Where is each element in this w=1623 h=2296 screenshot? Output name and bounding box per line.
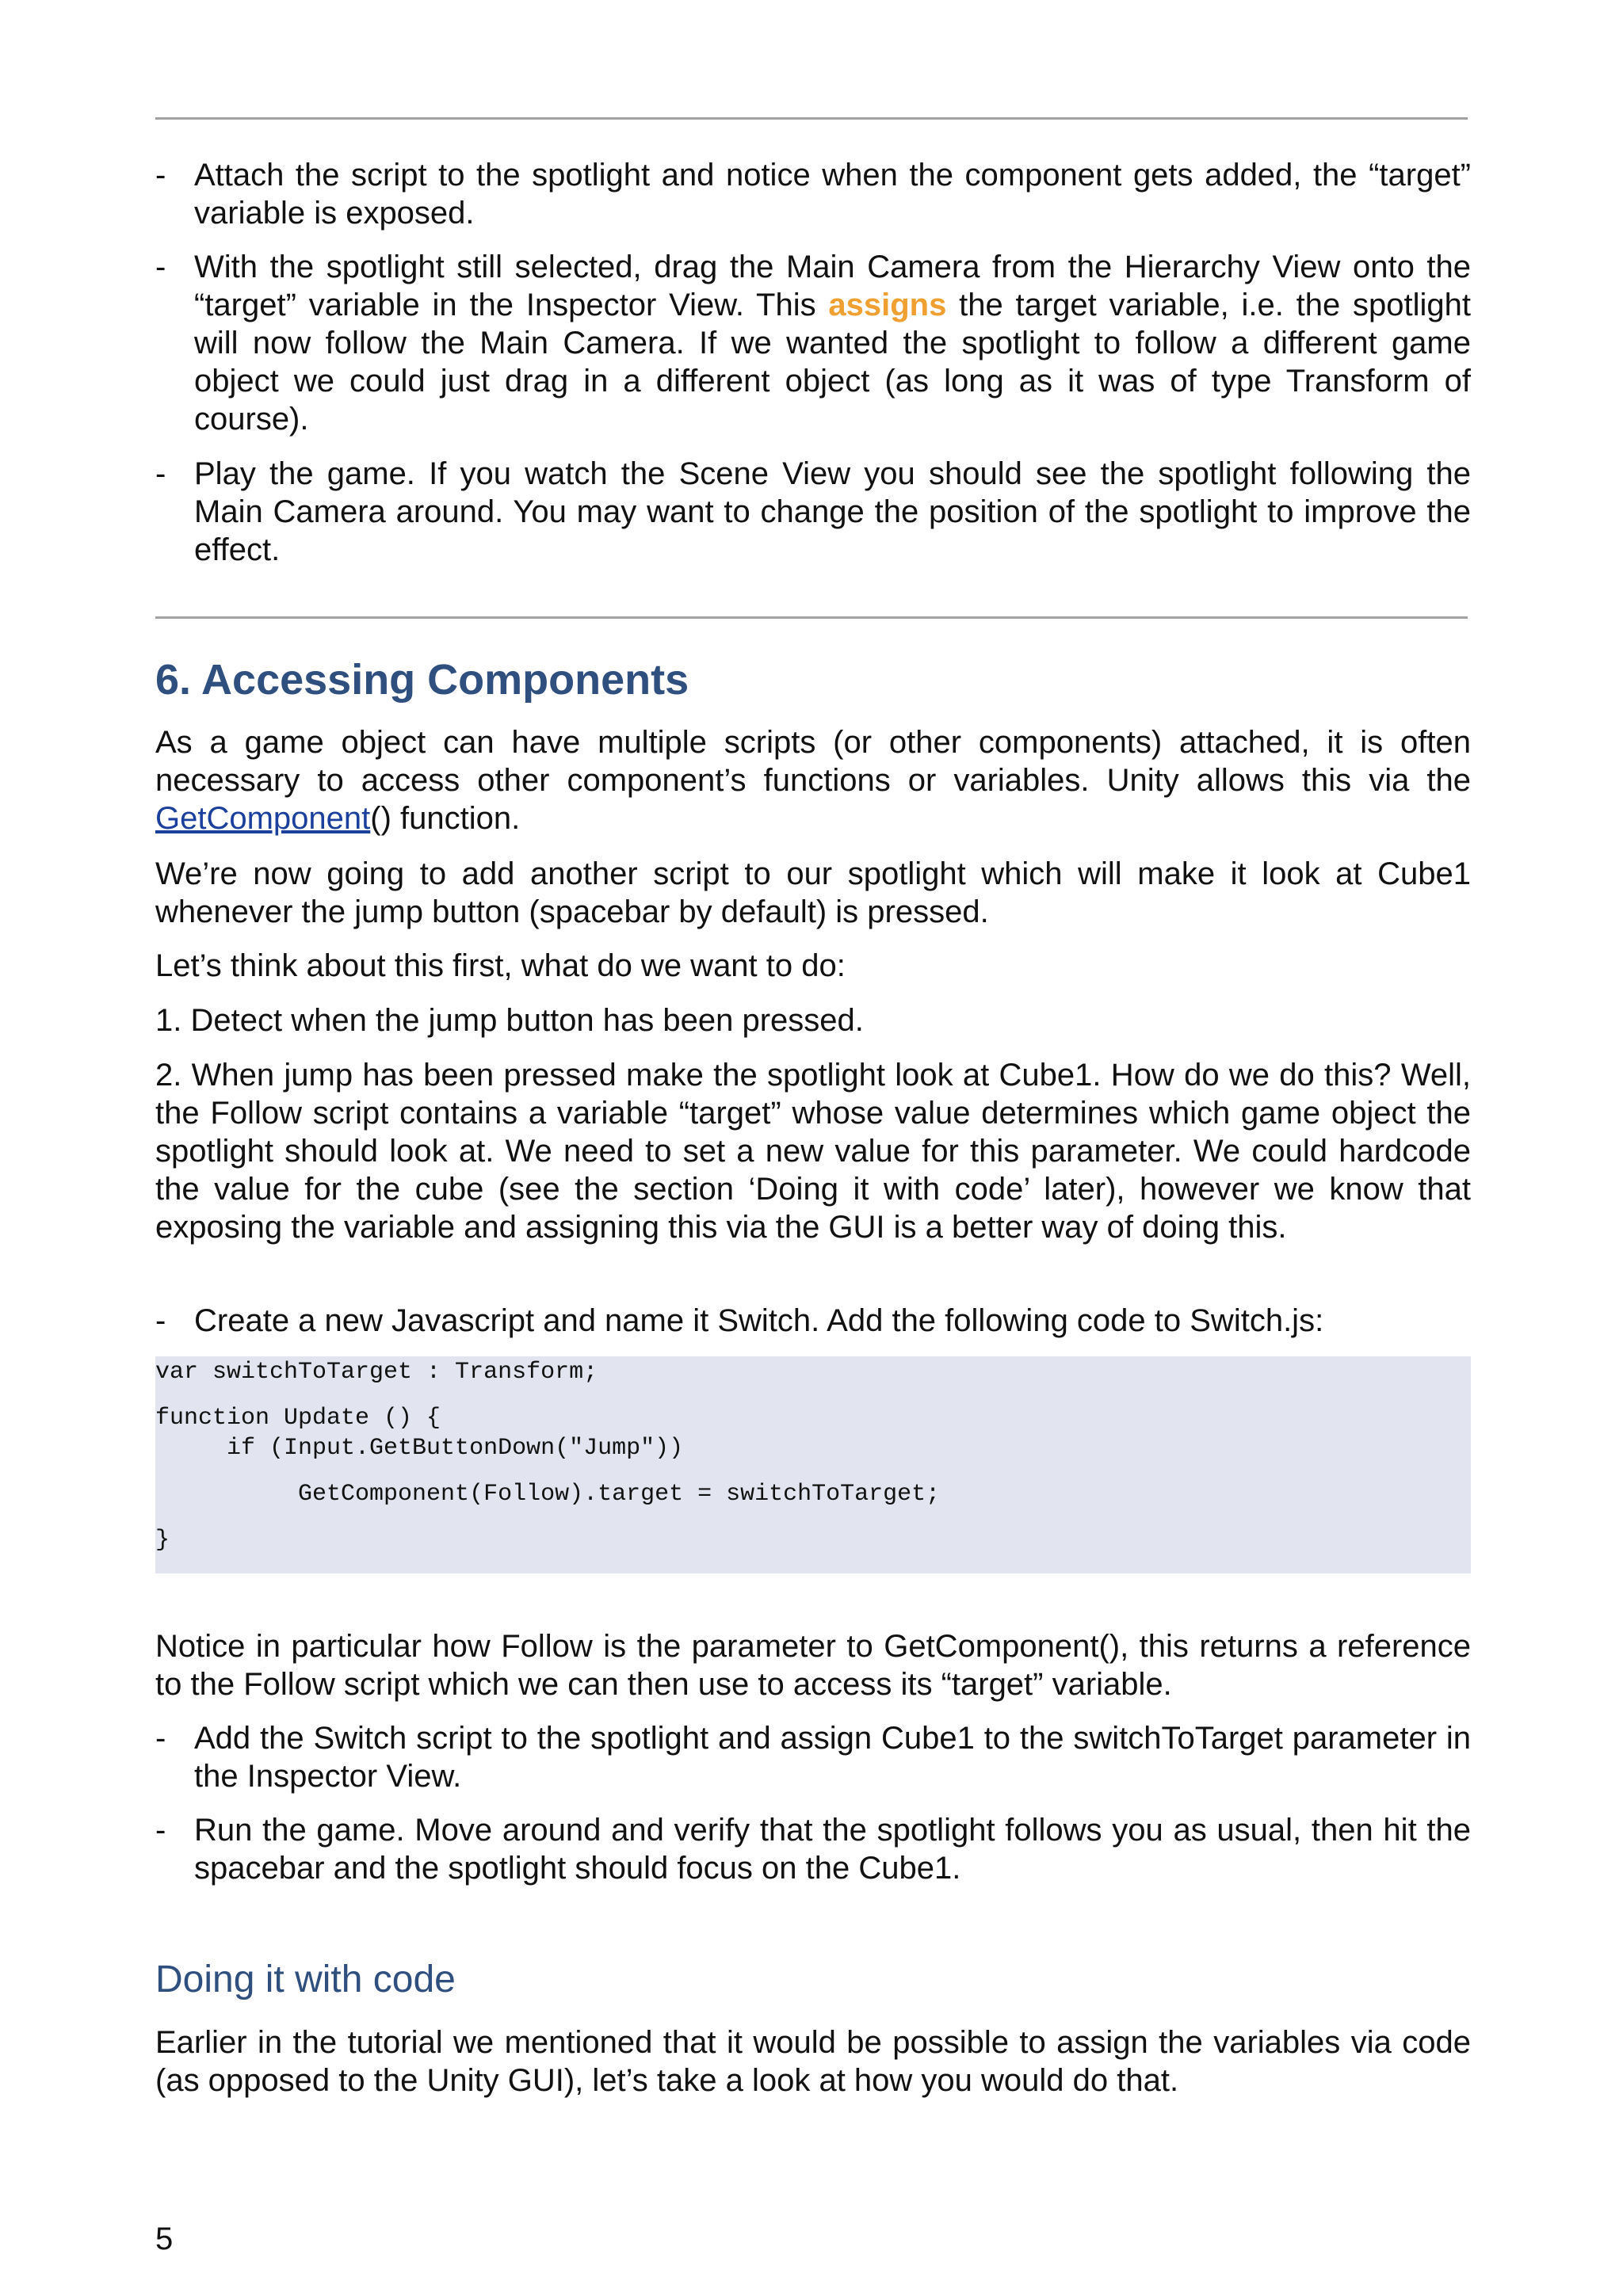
section-divider (155, 616, 1468, 619)
bullet-text: Add the Switch script to the spotlight and assign Cube1 to the switchToTarget parameter in the Inspector View. (194, 1721, 1471, 1794)
list-item (155, 1811, 1471, 1887)
list-item (155, 156, 1471, 232)
paragraph: We’re now going to add another script to our spotlight which will make it look at Cube1 whenever the jump button (spacebar by default) is pressed. (155, 856, 1471, 929)
code-line: GetComponent(Follow).target = switchToTarget; (155, 1481, 941, 1508)
step-item: 1. Detect when the jump button has been pressed. (155, 1003, 864, 1038)
bullet-text: Play the game. If you watch the Scene View you should see the spotlight following the Main Camera around. You may want to change the position of the spotlight to improve the effect. (194, 456, 1471, 567)
bullet-text-pre: With the spotlight still selected, drag the Main Camera from the Hierarchy View onto the “target” variable in the Inspector View. This (194, 250, 1471, 322)
code-line: var switchToTarget : Transform; (155, 1359, 598, 1386)
bullet-text-post: the target variable, i.e. the spotlight will now follow the Main Camera. If we wanted the spotlight to follow a different game object we could just drag in a different object (as long as it was of type Transform of course). (194, 288, 1472, 437)
list-item (155, 455, 1471, 569)
section-title: 6. Accessing Components (155, 656, 689, 704)
list-item (155, 248, 1471, 438)
subsection-title: Doing it with code (155, 1958, 456, 2000)
step-item: 2. When jump has been pressed make the spotlight look at Cube1. How do we do this? Well, the Follow script contains a variable “target” whose value determines which game object the spotlight should look at. We need to set a new value for this parameter. We could hardcode the value for the cube (see the section ‘Doing it with code’ later), however we know that exposing the variable and assigning this via the GUI is a better way of doing this. (155, 1058, 1471, 1245)
code-line: } (155, 1527, 170, 1554)
list-item (155, 1719, 1471, 1795)
paragraph: Earlier in the tutorial we mentioned that it would be possible to assign the variables via code (as opposed to the Unity GUI), let’s take a look at how you would do that. (155, 2025, 1471, 2098)
bullet-dash: - (155, 456, 166, 491)
intro-text-end: () function. (370, 801, 521, 836)
code-line: function Update () { (155, 1405, 441, 1432)
bullet-dash: - (155, 1721, 166, 1756)
bullet-text: Create a new Javascript and name it Switch. Add the following code to Switch.js: (194, 1303, 1324, 1338)
getcomponent-link[interactable]: GetComponent (155, 801, 371, 836)
highlight-term: assigns (828, 288, 947, 322)
bullet-dash: - (155, 250, 166, 284)
paragraph: Notice in particular how Follow is the parameter to GetComponent(), this returns a reference to the Follow script which we can then use to access its “target” variable. (155, 1629, 1471, 1702)
code-line: if (Input.GetButtonDown("Jump")) (155, 1435, 684, 1462)
bullet-text: Run the game. Move around and verify that the spotlight follows you as usual, then hit the spacebar and the spotlight should focus on the Cube1. (194, 1813, 1471, 1886)
intro-text: As a game object can have multiple scripts (or other components) attached, it is often necessary to access other component’s functions or variables. Unity allows this via the (155, 725, 1471, 798)
bullet-dash: - (155, 1813, 166, 1848)
top-divider (155, 117, 1468, 120)
paragraph: Let’s think about this first, what do we want to do: (155, 948, 846, 983)
bullet-dash: - (155, 158, 166, 193)
bullet-text (194, 248, 1471, 438)
code-block (155, 1356, 1471, 1573)
bullet-dash: - (155, 1303, 166, 1338)
page-number: 5 (155, 2222, 174, 2256)
intro-paragraph (155, 723, 1471, 837)
bullet-text: Attach the script to the spotlight and notice when the component gets added, the “target” variable is exposed. (194, 158, 1471, 231)
list-item (155, 1302, 1471, 1340)
